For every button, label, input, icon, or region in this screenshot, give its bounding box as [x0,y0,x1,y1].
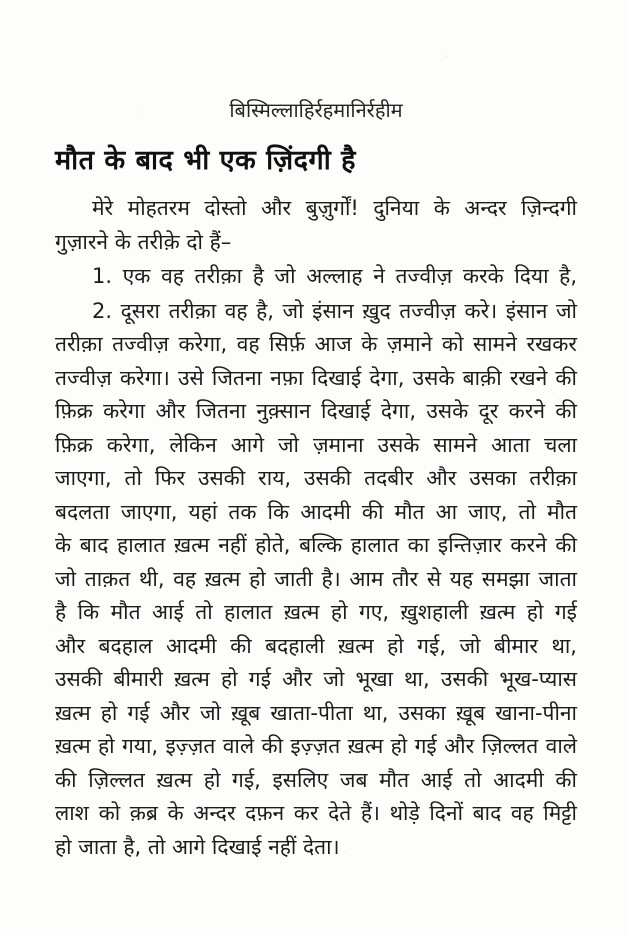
text-line: लाश को क़ब्र के अन्दर दफ़न कर देते हैं। थोड़े दिनों बाद वह मिट्टी [55,801,577,825]
text-line: तरीक़ा तज्वीज़ करेगा, वह सिर्फ़ आज के ज़माने को सामने रखकर [55,332,577,356]
paragraph [55,295,577,865]
chapter-title: मौत के बाद भी एक ज़िंदगी है [55,145,356,176]
text-line: फ़िक्र करेगा और जितना नुक़्सान दिखाई देगा, उसके दूर करने की [55,399,577,423]
paragraph [55,260,577,294]
text-line: तज्वीज़ करेगा। उसे जितना नफ़ा दिखाई देगा, उसके बाक़ी रखने की [55,365,577,390]
text-line: और बदहाल आदमी की बदहाली ख़त्म हो गई, जो बीमार था, [55,633,577,658]
text-line: के बाद हालात ख़त्म नहीं होते, बल्कि हालात का इन्तिज़ार करने की [55,533,577,557]
text-line: मेरे मोहतरम दोस्तो और बुज़ुर्गों! दुनिया के अन्दर ज़िन्दगी [92,196,577,220]
body-text [55,192,577,864]
bismillah-line: बिस्मिल्लाहिर्रहमानिर्रहीम [229,98,403,122]
text-line: 1. एक वह तरीक़ा है जो अल्लाह ने तज्वीज़ करके दिया है, [92,264,577,288]
text-line: है कि मौत आई तो हालात ख़त्म हो गए, ख़ुशहाली ख़त्म हो गई [55,600,577,624]
paragraph [55,192,577,259]
text-line: 2. दूसरा तरीक़ा वह है, जो इंसान ख़ुद तज्वीज़ करे। इंसान जो [92,298,577,323]
text-line: ख़त्म हो गया, इज़्ज़त वाले की इज़्ज़त ख़त्म हो गई और ज़िल्लत वाले [55,734,577,758]
text-line: जाएगा, तो फिर उसकी राय, उसकी तदबीर और उसका तरीक़ा [55,466,577,490]
text-line: की ज़िल्लत ख़त्म हो गई, इसलिए जब मौत आई तो आदमी की [55,767,577,792]
text-line: ख़त्म हो गई और जो ख़ूब खाता-पीता था, उसका ख़ूब खाना-पीना [55,700,577,725]
text-line: हो जाता है, तो आगे दिखाई नहीं देता। [55,834,340,859]
text-line: फ़िक्र करेगा, लेकिन आगे जो ज़माना उसके सामने आता चला [55,432,577,457]
text-line: उसकी बीमारी ख़त्म हो गई और जो भूखा था, उसकी भूख-प्यास [55,667,577,691]
text-line: बदलता जाएगा, यहां तक कि आदमी की मौत आ जाए, तो मौत [55,499,577,524]
text-line: गुज़ारने के तरीक़े दो हैं– [55,229,232,254]
text-line: जो ताक़त थी, वह ख़त्म हो जाती है। आम तौर से यह समझा जाता [55,566,577,591]
